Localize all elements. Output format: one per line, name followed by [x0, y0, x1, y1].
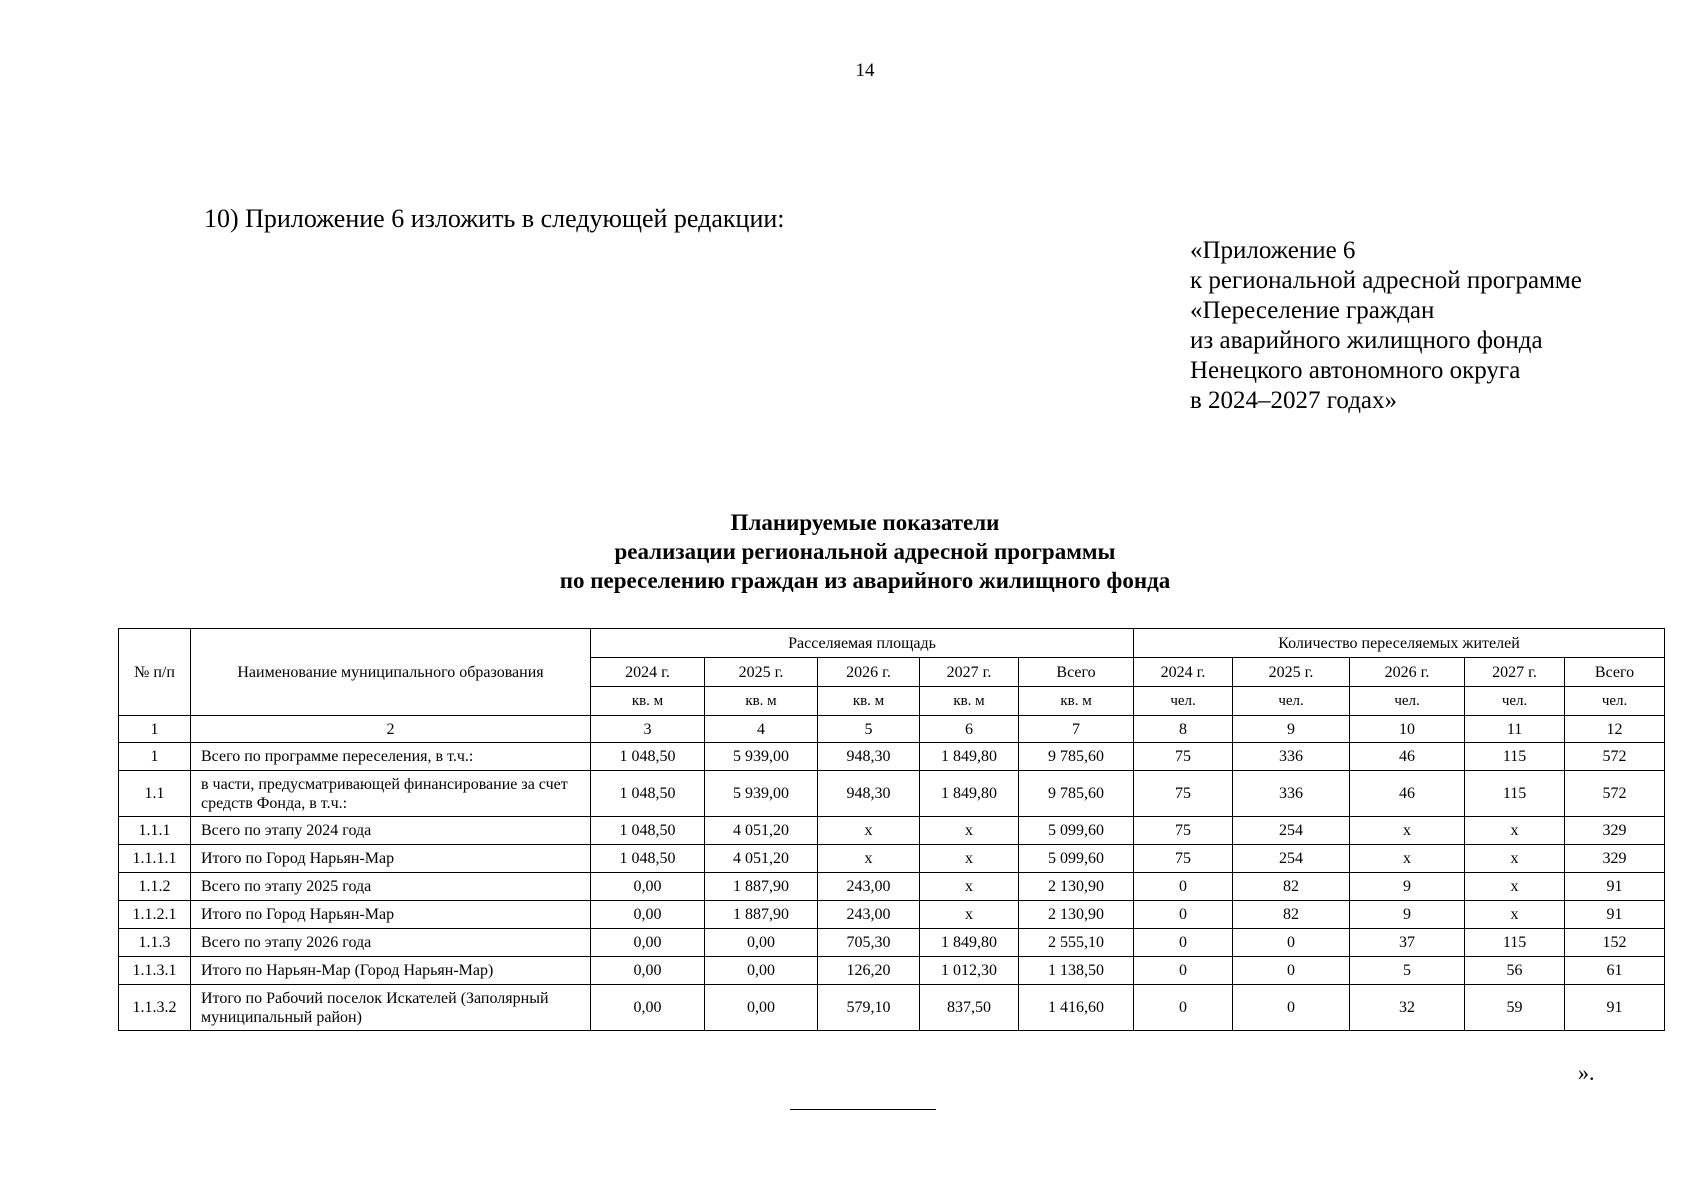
header-year-area: 2024 г.: [591, 658, 705, 687]
table-cell: 254: [1233, 845, 1350, 873]
header-unit-area: кв. м: [920, 687, 1019, 716]
table-cell: 0: [1134, 957, 1233, 985]
table-row: [119, 985, 1665, 1031]
table-cell: 329: [1565, 845, 1665, 873]
table-cell: 0,00: [591, 901, 705, 929]
appendix-line: к региональной адресной программе: [1190, 267, 1582, 294]
table-cell: х: [818, 817, 920, 845]
table-cell: 1 048,50: [591, 743, 705, 771]
header-municipality: Наименование муниципального образования: [191, 629, 591, 716]
closing-quote: ».: [1578, 1060, 1595, 1085]
column-number: 9: [1233, 716, 1350, 743]
table-cell: 1 012,30: [920, 957, 1019, 985]
table-cell: 948,30: [818, 743, 920, 771]
table-cell: 4 051,20: [705, 845, 818, 873]
table-cell: 9 785,60: [1019, 743, 1134, 771]
header-year-people: 2024 г.: [1134, 658, 1233, 687]
table-cell: 2 130,90: [1019, 901, 1134, 929]
table-cell: 0,00: [705, 929, 818, 957]
municipality-name: Итого по Рабочий поселок Искателей (Заполярный муниципальный район): [191, 985, 591, 1031]
table-cell: 5 939,00: [705, 743, 818, 771]
table-cell: 0: [1134, 873, 1233, 901]
column-number-row: [119, 716, 1665, 743]
header-unit-area: кв. м: [818, 687, 920, 716]
row-number: 1.1.3.2: [119, 985, 191, 1031]
table-cell: 4 051,20: [705, 817, 818, 845]
table-cell: 32: [1350, 985, 1465, 1031]
header-people-group: Количество переселяемых жителей: [1134, 629, 1665, 658]
table-cell: 0,00: [705, 957, 818, 985]
table-cell: х: [1465, 901, 1565, 929]
column-number: 5: [818, 716, 920, 743]
title-line: реализации региональной адресной программы: [614, 539, 1116, 564]
table-cell: 0: [1134, 985, 1233, 1031]
header-unit-area: кв. м: [1019, 687, 1134, 716]
appendix-line: «Приложение 6: [1190, 237, 1356, 264]
row-number: 1.1.1.1: [119, 845, 191, 873]
table-cell: 2 130,90: [1019, 873, 1134, 901]
table-cell: 56: [1465, 957, 1565, 985]
appendix-line: «Переселение граждан: [1190, 297, 1435, 324]
municipality-name: Итого по Нарьян-Мар (Город Нарьян-Мар): [191, 957, 591, 985]
table-cell: х: [818, 845, 920, 873]
column-number: 8: [1134, 716, 1233, 743]
title-line: Планируемые показатели: [730, 510, 1000, 535]
table-cell: 91: [1565, 901, 1665, 929]
table-row: [119, 929, 1665, 957]
table-row: [119, 817, 1665, 845]
table-cell: 5 099,60: [1019, 817, 1134, 845]
appendix-line: из аварийного жилищного фонда: [1190, 327, 1543, 354]
table-cell: 1 138,50: [1019, 957, 1134, 985]
table-cell: 705,30: [818, 929, 920, 957]
header-year-people: Всего: [1565, 658, 1665, 687]
column-number: 6: [920, 716, 1019, 743]
header-year-area: Всего: [1019, 658, 1134, 687]
table-cell: 0: [1233, 929, 1350, 957]
table-cell: 329: [1565, 817, 1665, 845]
table-cell: 1 048,50: [591, 817, 705, 845]
column-number: 2: [191, 716, 591, 743]
table-cell: 243,00: [818, 873, 920, 901]
municipality-name: Всего по этапу 2025 года: [191, 873, 591, 901]
header-year-area: 2026 г.: [818, 658, 920, 687]
table-cell: 1 048,50: [591, 771, 705, 817]
row-number: 1.1.1: [119, 817, 191, 845]
intro-text: 10) Приложение 6 изложить в следующей редакции:: [204, 204, 785, 233]
page-number: 14: [855, 60, 875, 81]
header-year-people: 2027 г.: [1465, 658, 1565, 687]
table-cell: 0,00: [591, 873, 705, 901]
table-row: [119, 901, 1665, 929]
municipality-name: Итого по Город Нарьян-Мар: [191, 845, 591, 873]
table-cell: 75: [1134, 743, 1233, 771]
table-cell: 0: [1233, 985, 1350, 1031]
table-cell: 948,30: [818, 771, 920, 817]
row-number: 1.1.2: [119, 873, 191, 901]
table-cell: 5 939,00: [705, 771, 818, 817]
table-cell: 572: [1565, 743, 1665, 771]
header-year-people: 2026 г.: [1350, 658, 1465, 687]
header-unit-people: чел.: [1233, 687, 1350, 716]
table-cell: х: [920, 817, 1019, 845]
municipality-name: Итого по Город Нарьян-Мар: [191, 901, 591, 929]
table-cell: 9 785,60: [1019, 771, 1134, 817]
table-cell: 152: [1565, 929, 1665, 957]
column-number: 12: [1565, 716, 1665, 743]
table-cell: х: [1465, 845, 1565, 873]
table-row: [119, 743, 1665, 771]
indicators-table: [118, 628, 1665, 1031]
table-cell: 115: [1465, 929, 1565, 957]
table-cell: 9: [1350, 901, 1465, 929]
municipality-name: в части, предусматривающей финансирование за счет средств Фонда, в т.ч.:: [191, 771, 591, 817]
header-unit-area: кв. м: [591, 687, 705, 716]
table-cell: 0,00: [705, 985, 818, 1031]
appendix-line: Ненецкого автономного округа: [1190, 357, 1521, 384]
table-cell: 37: [1350, 929, 1465, 957]
table-cell: 837,50: [920, 985, 1019, 1031]
table-cell: 0,00: [591, 957, 705, 985]
table-row: [119, 957, 1665, 985]
table-cell: х: [1465, 873, 1565, 901]
table-cell: 0: [1134, 929, 1233, 957]
table-cell: 0: [1233, 957, 1350, 985]
column-number: 10: [1350, 716, 1465, 743]
table-cell: 115: [1465, 771, 1565, 817]
table-cell: 75: [1134, 817, 1233, 845]
table-cell: 61: [1565, 957, 1665, 985]
header-year-people: 2025 г.: [1233, 658, 1350, 687]
row-number: 1.1.3: [119, 929, 191, 957]
table-cell: 46: [1350, 771, 1465, 817]
table-cell: х: [920, 873, 1019, 901]
table-cell: 1 887,90: [705, 901, 818, 929]
column-number: 4: [705, 716, 818, 743]
row-number: 1.1.3.1: [119, 957, 191, 985]
table-cell: 0,00: [591, 929, 705, 957]
header-unit-people: чел.: [1565, 687, 1665, 716]
table-cell: х: [1350, 845, 1465, 873]
table-cell: 82: [1233, 873, 1350, 901]
table-cell: х: [920, 845, 1019, 873]
table-row: [119, 873, 1665, 901]
header-unit-people: чел.: [1350, 687, 1465, 716]
table-cell: 75: [1134, 771, 1233, 817]
row-number: 1.1.2.1: [119, 901, 191, 929]
column-number: 11: [1465, 716, 1565, 743]
appendix-line: в 2024–2027 годах»: [1190, 387, 1398, 414]
table-cell: 0: [1134, 901, 1233, 929]
table-row: [119, 845, 1665, 873]
table-cell: 0,00: [591, 985, 705, 1031]
table-cell: 5: [1350, 957, 1465, 985]
title-line: по переселению граждан из аварийного жилищного фонда: [559, 568, 1171, 593]
column-number: 1: [119, 716, 191, 743]
table-cell: 126,20: [818, 957, 920, 985]
table-cell: 75: [1134, 845, 1233, 873]
table-cell: х: [920, 901, 1019, 929]
header-unit-people: чел.: [1134, 687, 1233, 716]
table-cell: х: [1350, 817, 1465, 845]
table-cell: 1 849,80: [920, 929, 1019, 957]
municipality-name: Всего по этапу 2024 года: [191, 817, 591, 845]
table-cell: 59: [1465, 985, 1565, 1031]
table-cell: 2 555,10: [1019, 929, 1134, 957]
table-cell: 572: [1565, 771, 1665, 817]
header-unit-people: чел.: [1465, 687, 1565, 716]
table-cell: 336: [1233, 743, 1350, 771]
row-number: 1.1: [119, 771, 191, 817]
table-cell: 1 048,50: [591, 845, 705, 873]
column-number: 3: [591, 716, 705, 743]
header-unit-area: кв. м: [705, 687, 818, 716]
table-title: [0, 508, 1698, 595]
table-cell: 91: [1565, 873, 1665, 901]
end-divider: [790, 1109, 936, 1110]
table-cell: х: [1465, 817, 1565, 845]
header-year-area: 2027 г.: [920, 658, 1019, 687]
table-cell: 82: [1233, 901, 1350, 929]
header-number: № п/п: [119, 629, 191, 716]
header-area-group: Расселяемая площадь: [591, 629, 1134, 658]
table-cell: 243,00: [818, 901, 920, 929]
table-cell: 336: [1233, 771, 1350, 817]
table-cell: 46: [1350, 743, 1465, 771]
table-cell: 1 849,80: [920, 743, 1019, 771]
appendix-reference: [1190, 236, 1582, 416]
table-cell: 91: [1565, 985, 1665, 1031]
header-year-area: 2025 г.: [705, 658, 818, 687]
table-cell: 1 849,80: [920, 771, 1019, 817]
table-cell: 1 887,90: [705, 873, 818, 901]
municipality-name: Всего по этапу 2026 года: [191, 929, 591, 957]
table-cell: 9: [1350, 873, 1465, 901]
table-row: [119, 771, 1665, 817]
row-number: 1: [119, 743, 191, 771]
table-cell: 5 099,60: [1019, 845, 1134, 873]
table-cell: 254: [1233, 817, 1350, 845]
table-cell: 1 416,60: [1019, 985, 1134, 1031]
column-number: 7: [1019, 716, 1134, 743]
table-cell: 115: [1465, 743, 1565, 771]
municipality-name: Всего по программе переселения, в т.ч.:: [191, 743, 591, 771]
table-cell: 579,10: [818, 985, 920, 1031]
